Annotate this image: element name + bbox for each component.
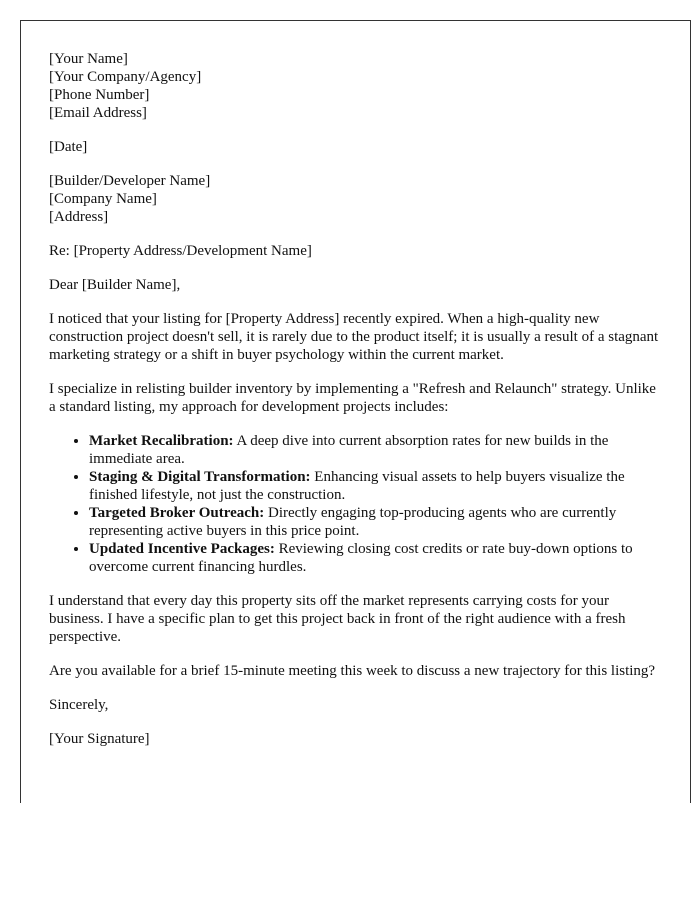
list-item — [89, 540, 662, 576]
recipient-address: [Address] — [49, 209, 109, 225]
signoff: Sincerely, — [49, 697, 109, 713]
recipient-block — [49, 172, 662, 226]
list-item-text: Enhancing visual assets to help buyers visualize the finished lifestyle, not just the construction. — [89, 469, 625, 503]
recipient-company: [Company Name] — [49, 191, 157, 207]
sender-block — [49, 50, 662, 122]
list-item-text: Reviewing closing cost credits or rate buy-down options to overcome current financing hurdles. — [89, 541, 633, 575]
strategy-list — [49, 432, 662, 576]
list-item-title: Updated Incentive Packages: — [89, 541, 275, 557]
letter-page — [20, 20, 691, 803]
list-item-text: A deep dive into current absorption rates for new builds in the immediate area. — [89, 433, 609, 467]
letter-date: [Date] — [49, 139, 88, 155]
sender-company: [Your Company/Agency] — [49, 69, 202, 85]
body-paragraph: I specialize in relisting builder inventory by implementing a "Refresh and Relaunch" strategy. Unlike a standard listing, my approach for development projects includes: — [49, 381, 656, 415]
body-paragraph: I understand that every day this property sits off the market represents carrying costs for your business. I have a specific plan to get this project back in front of the right audience with a fresh perspective. — [49, 593, 626, 645]
sender-email: [Email Address] — [49, 105, 147, 121]
list-item — [89, 468, 662, 504]
signature: [Your Signature] — [49, 731, 150, 747]
list-item-title: Market Recalibration: — [89, 433, 234, 449]
salutation: Dear [Builder Name], — [49, 277, 181, 293]
recipient-name: [Builder/Developer Name] — [49, 173, 211, 189]
list-item-text: Directly engaging top-producing agents who are currently representing active buyers in this price point. — [89, 505, 617, 539]
body-paragraph: I noticed that your listing for [Property Address] recently expired. When a high-quality new construction project doesn't sell, it is rarely due to the product itself; it is usually a result of a stagnant marketing strategy or a shift in buyer psychology within the current market. — [49, 311, 659, 363]
list-item — [89, 432, 662, 468]
list-item — [89, 504, 662, 540]
list-item-title: Staging & Digital Transformation: — [89, 469, 311, 485]
sender-name: [Your Name] — [49, 51, 128, 67]
sender-phone: [Phone Number] — [49, 87, 150, 103]
subject-line: Re: [Property Address/Development Name] — [49, 243, 312, 259]
list-item-title: Targeted Broker Outreach: — [89, 505, 265, 521]
body-paragraph: Are you available for a brief 15-minute meeting this week to discuss a new trajectory for this listing? — [49, 663, 656, 679]
